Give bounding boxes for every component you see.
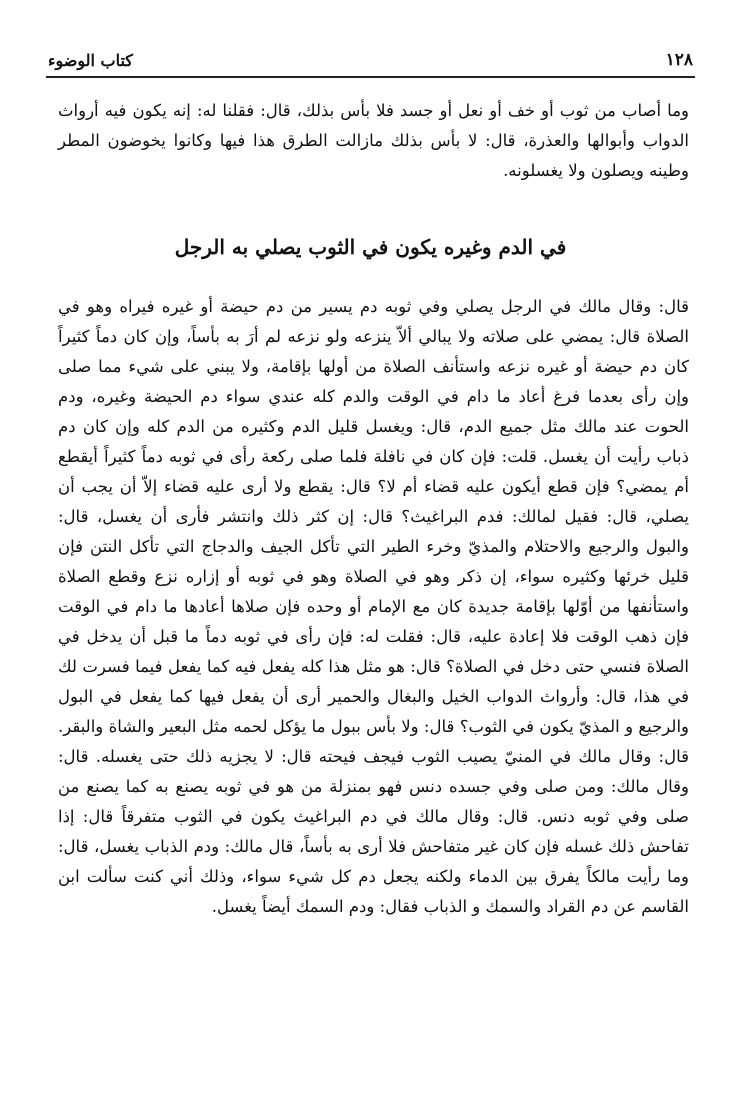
page-number: ١٢٨ — [665, 50, 693, 70]
header-rule — [46, 76, 695, 78]
book-title: كتاب الوضوء — [48, 51, 133, 70]
paragraph-main: قال: وقال مالك في الرجل يصلي وفي ثوبه دم يسير من دم حيضة أو غيره فيراه وهو في الصلاة قال: يمضي على صلاته ولا يبالي ألاّ ينزعه ولو نزعه لم أرَ به بأساً، وإن كان دماً كثيراً كان دم حيضة أو غيره نزعه واستأنف الصلاة من أولها بإقامة، ولا يبني على شيء مما صلى وإن رأى بعدما فرغ أعاد ما دام في الوقت والدم كله عندي سواء دم الحيضة وغيره، ودم الحوت عند مالك مثل جميع الدم، قال: ويغسل قليل الدم وكثيره من الدم كله وإن كان دم ذباب رأيت أن يغسل. قلت: فإن كان في نافلة فلما صلى ركعة رأى في ثوبه دماً كثيراً أيقطع أم يمضي؟ فإن قطع أيكون عليه قضاء أم لا؟ قال: يقطع ولا أرى عليه قضاء إلاّ أن يجب أن يصلي، قال: فقيل لمالك: فدم البراغيث؟ قال: إن كثر ذلك وانتشر فأرى أن يغسل، قال: والبول والرجيع والاحتلام والمذيّ وخرء الطير التي تأكل الجيف والدجاج التي تأكل النتن فإن قليل خرئها وكثيره سواء، إن ذكر وهو في الصلاة وهو في ثوبه أو إزاره نزع وقطع الصلاة واستأنفها من أوّلها بإقامة جديدة كان مع الإمام أو وحده فإن صلاها أعادها ما دام في الوقت فإن ذهب الوقت فلا إعادة عليه، قال: فقلت له: فإن رأى في ثوبه دماً ما قبل أن يدخل في الصلاة فنسي حتى دخل في الصلاة؟ قال: هو مثل هذا كله يفعل فيه كما يفعل فيما فسرت لك في هذا، قال: وأرواث الدواب الخيل والبغال والحمير أرى أن يفعل فيها كما يفعل في البول والرجيع و المذيّ يكون في الثوب؟ قال: ولا بأس ببول ما يؤكل لحمه مثل البعير والشاة والبقر. قال: وقال مالك في المنيّ يصيب الثوب فيجف فيحته قال: لا يجزيه ذلك حتى يغسله. قال: وقال مالك: ومن صلى وفي جسده دنس فهو بمنزلة من هو في ثوبه يصنع به كما يصنع من صلى وفي ثوبه دنس. قال: وقال مالك في دم البراغيث يكون في الثوب متفرقاً قال: إذا تفاحش ذلك غسله فإن كان غير متفاحش فلا أرى به بأساً، قال مالك: ودم الذباب يغسل، قال: وما رأيت مالكاً يفرق بين الدماء ولكنه يجعل دم كل شيء سواء، وذلك أني كنت سألت ابن القاسم عن دم القراد والسمك و الذباب فقال: ودم السمك أيضاً يغسل. — [58, 297, 689, 916]
chapter-heading: في الدم وغيره يكون في الثوب يصلي به الرجل — [174, 235, 567, 259]
paragraph-continuation: وما أصاب من ثوب أو خف أو نعل أو جسد فلا بأس بذلك، قال: فقلنا له: إنه يكون فيه أرواث الدواب وأبوالها والعذرة، قال: لا بأس بذلك مازالت الطرق هذا فيها وكانوا يخوضون المطر وطينه ويصلون ولا يغسلونه. — [58, 101, 689, 180]
running-head — [48, 44, 693, 70]
